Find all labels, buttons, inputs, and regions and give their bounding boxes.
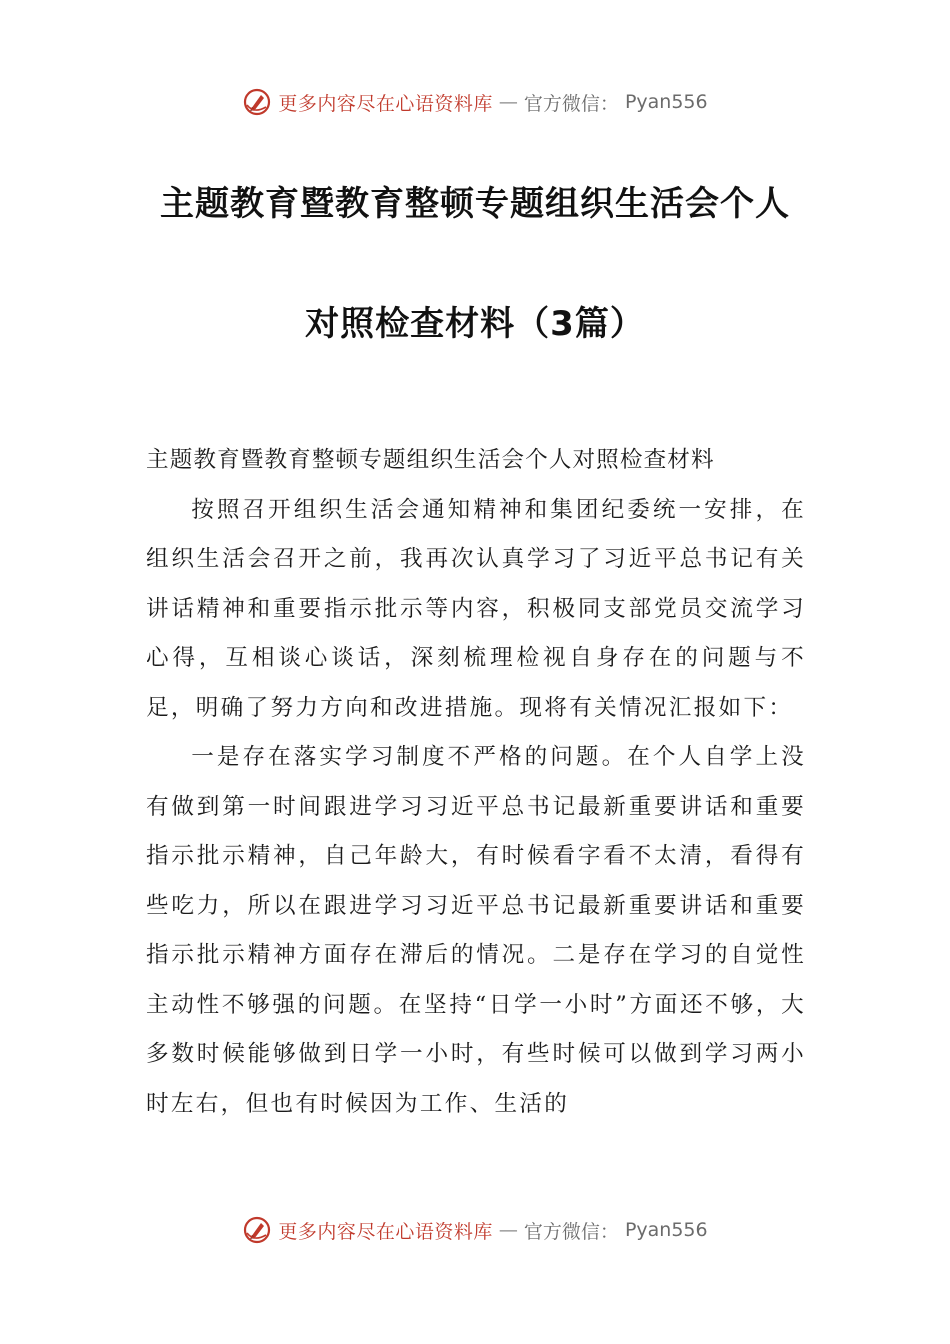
document-body	[146, 436, 806, 1129]
watermark-separator: —	[498, 1219, 518, 1241]
paragraph-intro: 按照召开组织生活会通知精神和集团纪委统一安排，在组织生活会召开之前，我再次认真学习了习近平总书记有关讲话精神和重要指示批示等内容，积极同支部党员交流学习心得，互相谈心谈话，深刻梳理检视自身存在的问题与不足，明确了努力方向和改进措施。现将有关情况汇报如下：	[146, 496, 806, 721]
watermark-site-text: 更多内容尽在心语资料库	[278, 92, 493, 115]
watermark-contact-id: Pyan556	[624, 91, 708, 113]
watermark-site-text: 更多内容尽在心语资料库	[278, 1220, 493, 1243]
watermark-separator: —	[498, 91, 518, 113]
watermark-contact-label: 官方微信：	[523, 1220, 619, 1243]
pen-nib-icon	[242, 87, 272, 117]
pen-nib-icon	[242, 1215, 272, 1245]
document-title-line2: 对照检查材料（3篇）	[305, 304, 645, 344]
document-subtitle: 主题教育暨教育整顿专题组织生活会个人对照检查材料	[146, 447, 715, 473]
watermark-footer	[0, 1210, 950, 1250]
watermark-contact-id: Pyan556	[624, 1219, 708, 1241]
watermark-header	[0, 82, 950, 122]
paragraph-problems: 一是存在落实学习制度不严格的问题。在个人自学上没有做到第一时间跟进学习习近平总书记最新重要讲话和重要指示批示精神，自己年龄大，有时候看字看不太清，看得有些吃力，所以在跟进学习习近平总书记最新重要讲话和重要指示批示精神方面存在滞后的情况。二是存在学习的自觉性主动性不够强的问题。在坚持“日学一小时”方面还不够，大多数时候能够做到日学一小时，有些时候可以做到学习两小时左右，但也有时候因为工作、生活的	[146, 744, 806, 1117]
watermark-contact-label: 官方微信：	[523, 92, 619, 115]
document-title-line1: 主题教育暨教育整顿专题组织生活会个人	[160, 184, 790, 224]
